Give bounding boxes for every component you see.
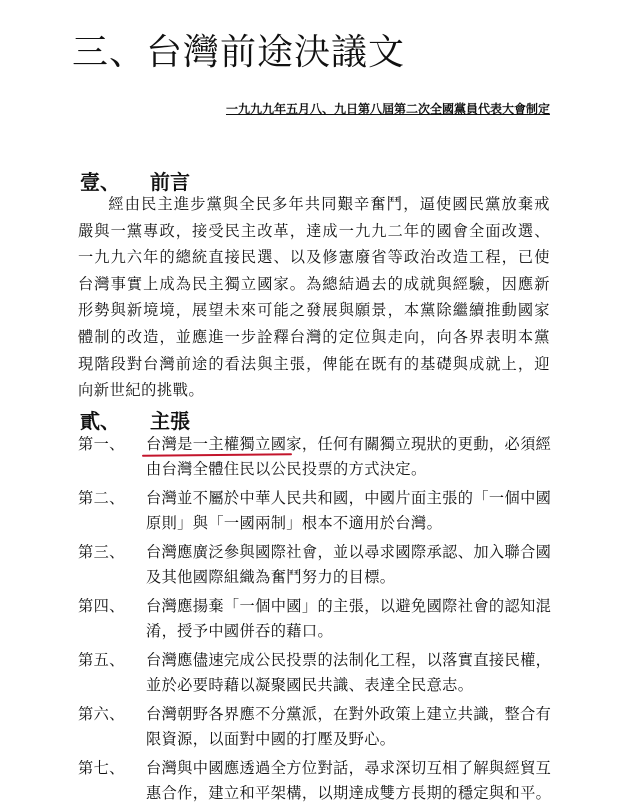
claim-text: 台灣與中國應透過全方位對話，尋求深切互相了解與經貿互惠合作，建立和平架構，以期達成雙方長期的穩定與和平。 (146, 759, 552, 802)
claim-text: 台灣應儘速完成公民投票的法制化工程，以落實直接民權，並於必要時藉以凝聚國民共識、表達全民意志。 (146, 651, 552, 694)
section-number: 貳、 (80, 409, 120, 433)
claim-number: 第七、 (78, 759, 125, 777)
preface-paragraph: 經由民主進步黨與全民多年共同艱辛奮鬥，逼使國民黨放棄戒嚴與一黨專政，接受民主改革，達成一九九二年的國會全面改選、一九九六年的總統直接民選、以及修憲廢省等政治改造工程，已使台灣事實上成為民主獨立國家。為總結過去的成就與經驗，因應新形勢與新境境，展望未來可能之發展與願景，本黨除繼續推動國家體制的改造，並應進一步詮釋台灣的定位與走向，向各界表明本黨現階段對台灣前途的看法與主張，俾能在既有的基礎與成就上，迎向新世紀的挑戰。 (78, 195, 550, 400)
claim-number: 第二、 (78, 489, 125, 507)
claim-number: 第四、 (78, 597, 125, 615)
document-subtitle: 一九九九年五月八、九日第八屆第二次全國黨員代表大會制定 (225, 102, 550, 116)
claim-text: 台灣應揚棄「一個中國」的主張，以避免國際社會的認知混淆，授予中國併吞的藉口。 (146, 597, 552, 640)
document-title: 三、台灣前途決議文 (72, 32, 406, 73)
claim-text: 台灣朝野各界應不分黨派，在對外政策上建立共識，整合有限資源，以面對中國的打壓及野心。 (146, 705, 552, 748)
claim-item (78, 648, 558, 697)
claim-text: 台灣並不屬於中華人民共和國，中國片面主張的「一個中國原則」與「一國兩制」根本不適用於台灣。 (146, 489, 552, 532)
claim-text: 台灣應廣泛參與國際社會，並以尋求國際承認、加入聯合國及其他國際組織為奮鬥努力的目標。 (146, 543, 552, 586)
claim-text-rest: ，任何有關獨立現狀的更動，必須經由台灣全體住民以公民投票的方式決定。 (146, 435, 552, 478)
claim-item (78, 702, 558, 751)
section-heading-claims (80, 405, 190, 434)
claim-number: 第三、 (78, 543, 125, 561)
claim-item (78, 540, 558, 589)
claim-number: 第一、 (78, 435, 125, 453)
claim-item (78, 486, 558, 535)
claim-text (146, 432, 558, 481)
section-number: 壹、 (80, 170, 120, 194)
highlighted-phrase: 台灣是一主權獨立國家 (146, 435, 302, 453)
claim-item (78, 756, 558, 805)
claim-item (78, 432, 558, 481)
claims-list (78, 432, 558, 810)
section-title: 主張 (150, 409, 190, 433)
section-title: 前言 (150, 170, 190, 194)
claim-item (78, 594, 558, 643)
claim-number: 第五、 (78, 651, 125, 669)
claim-number: 第六、 (78, 705, 125, 723)
